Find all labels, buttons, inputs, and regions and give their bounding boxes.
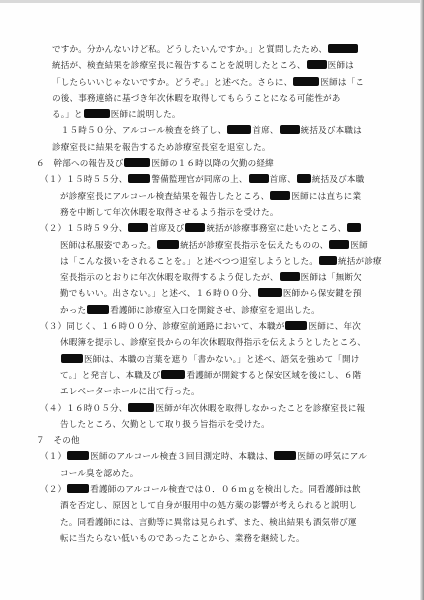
redaction-block (227, 125, 251, 134)
redaction-block (84, 109, 110, 118)
section-heading: ７ その他 (36, 436, 80, 447)
redaction-block (347, 223, 361, 232)
redaction-block (258, 288, 282, 297)
redaction-block (280, 272, 300, 281)
text-line: （１）１５時５５分、 警備監理官が同席の上、 首席、 統括及び本職 (40, 175, 365, 186)
redaction-block (124, 158, 150, 167)
text-line: 診療室長に結果を報告するため診療室長室を退室した。 (52, 142, 271, 153)
text-line: コール臭を認めた。 (60, 468, 139, 479)
text-line: エレベーターホールに出て行った。 (60, 387, 200, 398)
scan-edge-shadow (420, 0, 424, 600)
redaction-block (293, 77, 319, 86)
text-line: （４）１６時０５分、 医師が年次休暇を取得しなかったことを診療室長に報 (40, 403, 366, 414)
redaction-block (280, 125, 300, 134)
redaction-block (185, 223, 205, 232)
redaction-block (328, 44, 358, 53)
text-line: 勤でもいい。出さない。」と述べ、１６時００分、 医師から保安鍵を預 (60, 289, 362, 300)
redaction-block (67, 484, 89, 493)
redaction-block (329, 240, 349, 249)
text-line: 務を中断して年次休暇を取得させるよう指示を受けた。 (60, 207, 279, 218)
redaction-block (157, 240, 179, 249)
redaction-block (249, 174, 269, 183)
text-line: が診療室長にアルコール検査結果を報告したところ、 医師には直ちに業 (60, 191, 362, 202)
redaction-block (161, 370, 185, 379)
text-line: は「こんな扱いをされることを。」と述べつつ退室しようとした。 統括が診療 (60, 256, 382, 267)
redaction-block (270, 191, 290, 200)
redaction-block (285, 321, 307, 330)
text-line: た。同看護師には、言動等に異常は見られず、また、検出結果も酒気帯び運 (60, 517, 357, 528)
text-line: て。」と発言し、本職及び 看護師が開錠すると保安区域を後にし、６階 (60, 370, 362, 381)
section-heading: ６ 幹部への報告及び 医師の１６時以降の欠勤の経緯 (36, 159, 274, 170)
scan-edge (0, 0, 424, 3)
redaction-block (307, 60, 327, 69)
text-line: の後、事務連絡に基づき年次休暇を取得してもらうことになる可能性があ (52, 93, 341, 104)
text-line: （３）同じく、１６時００分、診療室前通路において、本職が 医師に、年次 (40, 322, 361, 333)
text-line: 転に当たらない低いものであったことから、業務を継続した。 (60, 533, 305, 544)
text-line: 医師は、本職の言葉を遮り「書かない。」と述べ、語気を強めて「開け (60, 352, 386, 368)
redaction-block (128, 223, 148, 232)
text-line: 休暇簿を提示し、診療室長からの年次休暇取得指示を伝えようとしたところ、 (60, 338, 367, 349)
text-line: る。」と 医師に説明した。 (52, 110, 181, 121)
text-line: ですか。分かんないけど私。どうしたいんですか。」と質問したため、 (52, 42, 386, 58)
redaction-block (87, 305, 109, 314)
text-line: １５時５０分、アルコール検査を終了し、 首席、 統括及び本職は (52, 126, 362, 137)
text-line: （２） 看護師のアルコール検査では０．０６ｍｇを検出した。同看護師は飲 (40, 485, 361, 496)
redaction-block (297, 174, 311, 183)
redaction-block (274, 451, 296, 460)
document-body (36, 42, 386, 547)
text-line: 告したところ、欠勤として取り扱う旨指示を受けた。 (60, 419, 270, 430)
redaction-block (67, 451, 89, 460)
text-line: 室長指示のとおりに年次休暇を取得するよう促したが、 医師は「無断欠 (60, 273, 362, 284)
text-line: （２）１５時５９分、 首席及び 統括が診療事務室に赴いたところ、 (40, 221, 386, 237)
redaction-block (128, 403, 154, 412)
redaction-block (319, 256, 337, 265)
text-line: 統括が、検査結果を診療室長に報告することを説明したところ、 医師は (52, 61, 354, 72)
text-line: 酒を否定し、原因として自身が服用中の処方薬の影響が考えられると説明し (60, 501, 358, 512)
text-line: かった 看護師に診療室入口を開錠させ、診療室を退出した。 (60, 305, 320, 316)
text-line: 医師は私服姿であった。 統括が診療室長指示を伝えたものの、 医師 (60, 240, 368, 251)
text-line: （１） 医師のアルコール検査３回目測定時、本職は、 医師の呼気にアル (40, 452, 367, 463)
text-line: 「したらいいじゃないですか。どうぞ。」と述べた。さらに、 医師は「こ (52, 77, 365, 88)
redaction-block (128, 174, 150, 183)
redaction-block (61, 354, 83, 363)
